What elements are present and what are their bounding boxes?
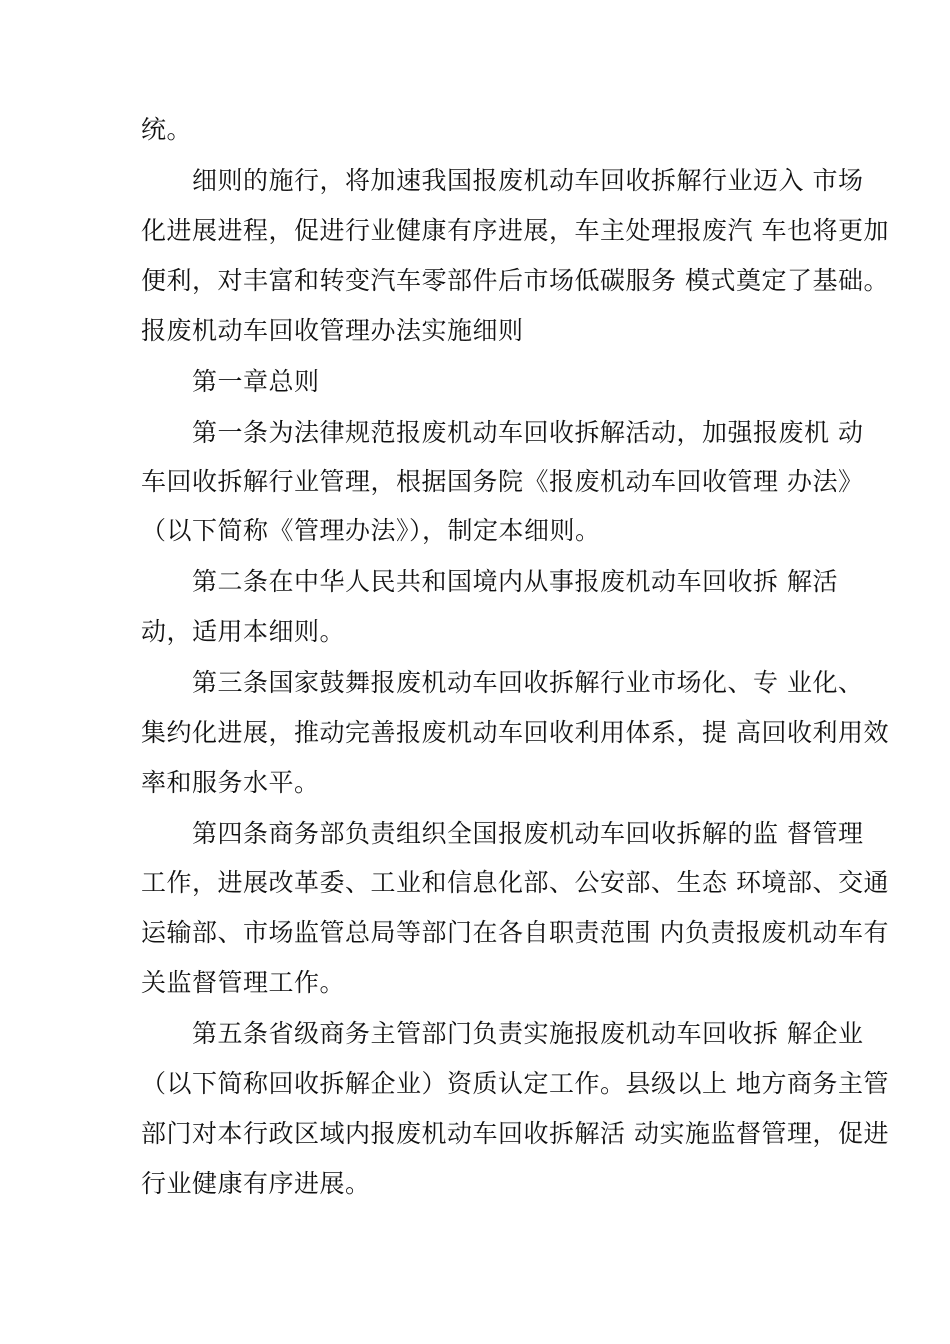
- text-line: 部门对本行政区域内报废机动车回收拆解活 动实施监督管理，促进: [141, 1119, 889, 1148]
- text-line: 车回收拆解行业管理，根据国务院《报废机动车回收管理 办法》: [141, 467, 864, 496]
- text-line: 化进展进程，促进行业健康有序进展，车主处理报废汽 车也将更加: [141, 216, 889, 245]
- text-line: 集约化进展，推动完善报废机动车回收利用体系，提 高回收利用效: [141, 718, 889, 747]
- text-line: （以下简称回收拆解企业）资质认定工作。县级以上 地方商务主管: [141, 1069, 889, 1098]
- text-line: 便利，对丰富和转变汽车零部件后市场低碳服务 模式奠定了基础。: [141, 266, 889, 295]
- text-line: 第三条国家鼓舞报废机动车回收拆解行业市场化、专 业化、: [192, 668, 864, 697]
- section-heading: 报废机动车回收管理办法实施细则: [141, 316, 524, 345]
- text-line: 统。: [141, 115, 193, 144]
- text-line: 工作，进展改革委、工业和信息化部、公安部、生态 环境部、交通: [141, 868, 889, 897]
- text-line: 第五条省级商务主管部门负责实施报废机动车回收拆 解企业: [192, 1019, 864, 1048]
- chapter-heading: 第一章总则: [192, 367, 320, 396]
- text-line: 第二条在中华人民共和国境内从事报废机动车回收拆 解活: [192, 567, 838, 596]
- text-line: 第四条商务部负责组织全国报废机动车回收拆解的监 督管理: [192, 819, 864, 848]
- text-line: 第一条为法律规范报废机动车回收拆解活动，加强报废机 动: [192, 418, 864, 447]
- text-line: 细则的施行，将加速我国报废机动车回收拆解行业迈入 市场: [192, 166, 864, 195]
- text-line: 动，适用本细则。: [141, 617, 346, 646]
- text-line: （以下简称《管理办法》），制定本细则。: [141, 516, 601, 545]
- text-line: 运输部、市场监管总局等部门在各自职责范围 内负责报废机动车有: [141, 918, 889, 947]
- text-line: 关监督管理工作。: [141, 968, 346, 997]
- text-line: 率和服务水平。: [141, 768, 320, 797]
- text-line: 行业健康有序进展。: [141, 1169, 371, 1198]
